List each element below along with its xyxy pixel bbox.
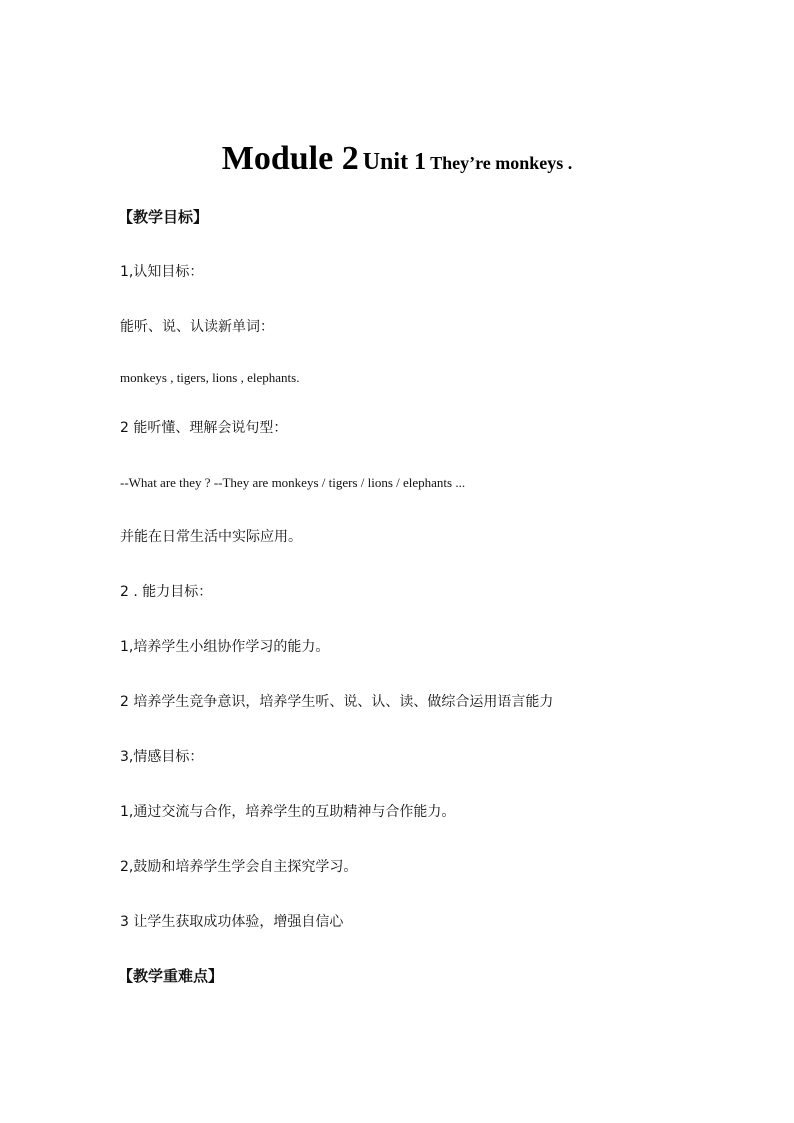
emotion-item-1: 1,通过交流与合作，培养学生的互助精神与合作能力。 <box>120 804 456 820</box>
cognitive-words-intro: 能听、说、认读新单词： <box>120 319 274 335</box>
sentence-intro: 2 能听懂、理解会说句型： <box>120 420 288 436</box>
objectives-heading: 【教学目标】 <box>118 208 209 226</box>
daily-use-text: 并能在日常生活中实际应用。 <box>120 529 302 545</box>
ability-item-1: 1,培养学生小组协作学习的能力。 <box>120 639 330 655</box>
title-module: Module 2 <box>221 140 359 177</box>
title-lesson: They’re monkeys . <box>430 153 573 173</box>
emotion-heading: 3,情感目标： <box>120 749 204 765</box>
page-title <box>0 140 794 178</box>
ability-heading: 2 . 能力目标： <box>120 584 213 600</box>
emotion-item-3: 3 让学生获取成功体验，增强自信心 <box>120 914 344 930</box>
vocabulary-list: monkeys , tigers, lions , elephants. <box>120 370 300 385</box>
cognitive-heading: 1,认知目标： <box>120 264 204 280</box>
title-unit: Unit 1 <box>362 149 427 175</box>
sentence-pattern: --What are they ? --They are monkeys / tigers / lions / elephants ... <box>120 475 466 490</box>
key-points-heading: 【教学重难点】 <box>118 967 224 985</box>
emotion-item-2: 2,鼓励和培养学生学会自主探究学习。 <box>120 859 358 875</box>
ability-item-2: 2 培养学生竞争意识，培养学生听、说、认、读、做综合运用语言能力 <box>120 694 554 710</box>
